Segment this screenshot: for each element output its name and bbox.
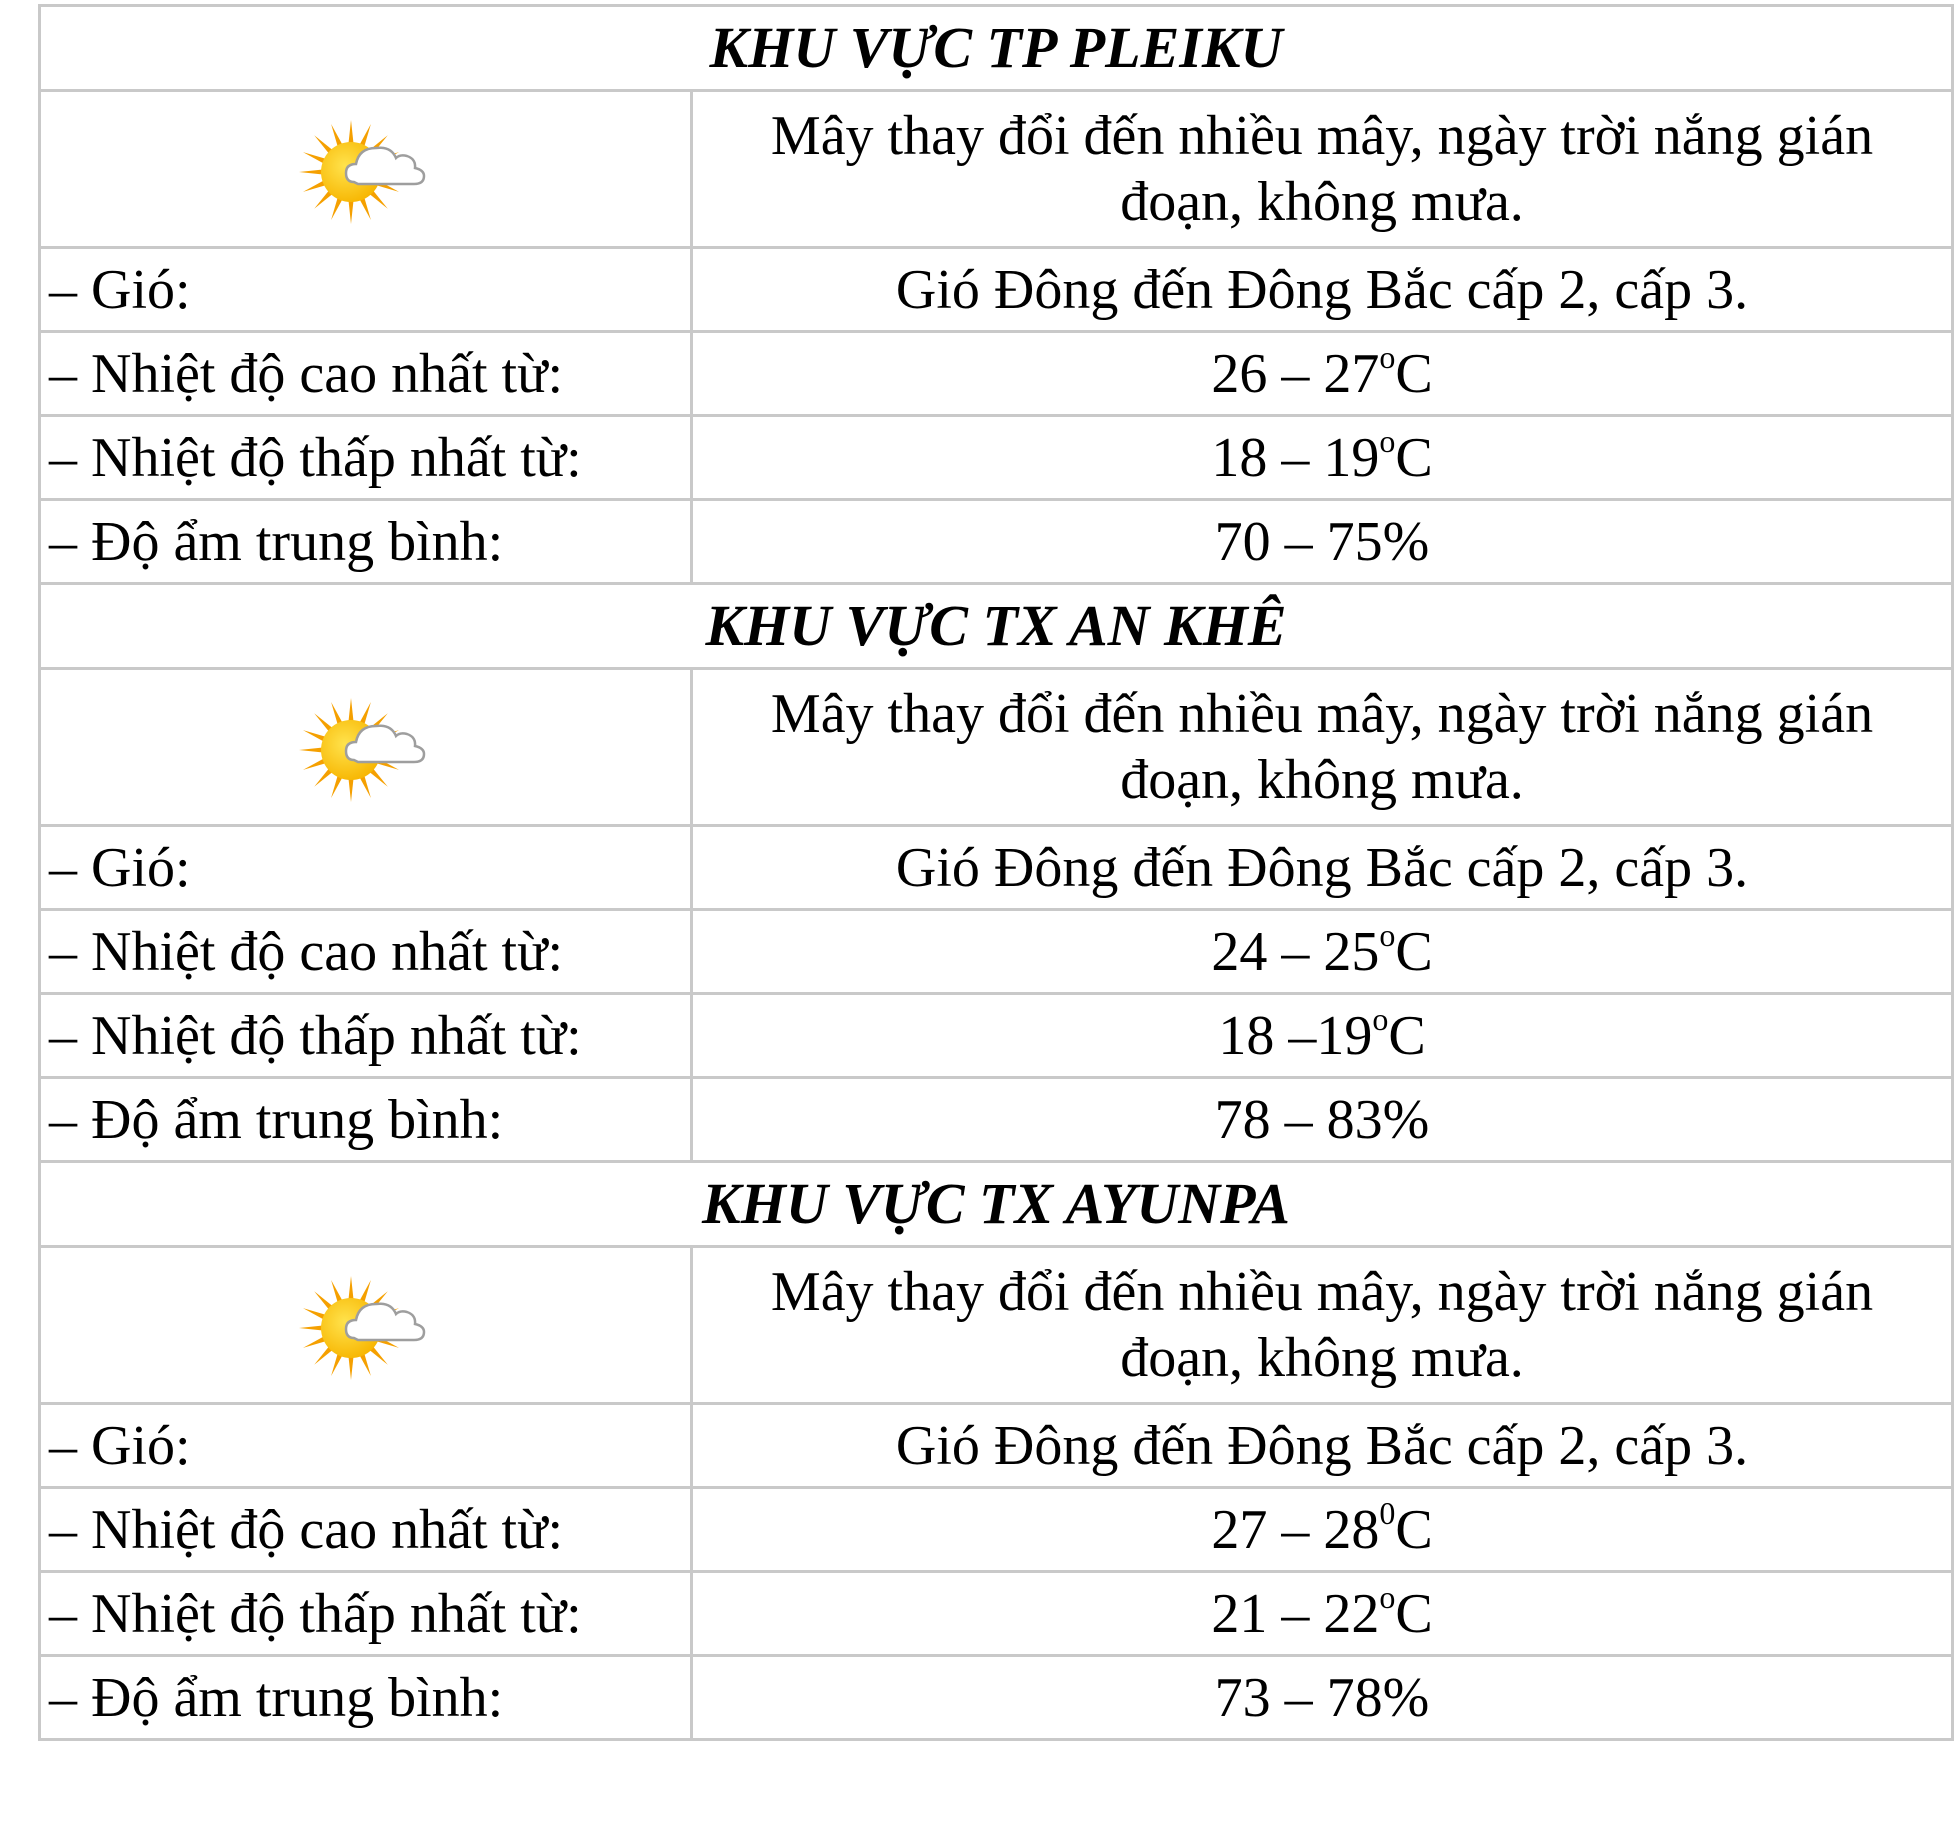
- weather-forecast-table: [38, 4, 1954, 1741]
- region-title: KHU VỰC TX AN KHÊ: [40, 584, 1953, 669]
- degree-sign: o: [1372, 1000, 1389, 1037]
- temp-max-value: [692, 1488, 1953, 1572]
- temp-unit: C: [1395, 342, 1433, 405]
- temp-min-range: 18 – 19: [1211, 426, 1380, 489]
- temp-unit: C: [1395, 1498, 1433, 1561]
- humidity-value: 70 – 75%: [692, 500, 1953, 584]
- weather-description: Mây thay đổi đến nhiều mây, ngày trời nắng gián đoạn, không mưa.: [692, 1247, 1953, 1404]
- temp-max-row: [40, 1488, 1953, 1572]
- wind-row: [40, 1404, 1953, 1488]
- degree-sign: 0: [1379, 1494, 1396, 1531]
- temp-min-value: [692, 1572, 1953, 1656]
- wind-label: – Gió:: [40, 826, 692, 910]
- humidity-row: [40, 1656, 1953, 1740]
- temp-min-label: – Nhiệt độ thấp nhất từ:: [40, 416, 692, 500]
- temp-unit: C: [1395, 426, 1433, 489]
- weather-description: Mây thay đổi đến nhiều mây, ngày trời nắng gián đoạn, không mưa.: [692, 91, 1953, 248]
- icon-cell: [40, 1247, 692, 1404]
- region-title: KHU VỰC TP PLEIKU: [40, 6, 1953, 91]
- temp-max-range: 27 – 28: [1211, 1498, 1380, 1561]
- temp-min-range: 18 –19: [1218, 1004, 1373, 1067]
- partly-cloudy-sun-icon: [296, 110, 436, 228]
- temp-max-value: [692, 910, 1953, 994]
- degree-sign: o: [1379, 1578, 1396, 1615]
- wind-value: Gió Đông đến Đông Bắc cấp 2, cấp 3.: [692, 1404, 1953, 1488]
- partly-cloudy-sun-icon: [296, 1266, 436, 1384]
- icon-cell: [40, 91, 692, 248]
- wind-label: – Gió:: [40, 248, 692, 332]
- degree-sign: o: [1379, 916, 1396, 953]
- humidity-label: – Độ ẩm trung bình:: [40, 1078, 692, 1162]
- wind-row: [40, 826, 1953, 910]
- region-title: KHU VỰC TX AYUNPA: [40, 1162, 1953, 1247]
- temp-max-value: [692, 332, 1953, 416]
- temp-max-range: 26 – 27: [1211, 342, 1380, 405]
- temp-min-label: – Nhiệt độ thấp nhất từ:: [40, 1572, 692, 1656]
- temp-unit: C: [1395, 920, 1433, 983]
- partly-cloudy-sun-icon: [296, 688, 436, 806]
- temp-min-value: [692, 416, 1953, 500]
- degree-sign: o: [1379, 422, 1396, 459]
- temp-unit: C: [1388, 1004, 1426, 1067]
- wind-value: Gió Đông đến Đông Bắc cấp 2, cấp 3.: [692, 248, 1953, 332]
- region-header-row: [40, 6, 1953, 91]
- wind-label: – Gió:: [40, 1404, 692, 1488]
- temp-min-row: [40, 416, 1953, 500]
- temp-max-label: – Nhiệt độ cao nhất từ:: [40, 332, 692, 416]
- summary-row: [40, 669, 1953, 826]
- temp-min-label: – Nhiệt độ thấp nhất từ:: [40, 994, 692, 1078]
- wind-row: [40, 248, 1953, 332]
- temp-unit: C: [1395, 1582, 1433, 1645]
- humidity-value: 78 – 83%: [692, 1078, 1953, 1162]
- region-header-row: [40, 584, 1953, 669]
- humidity-label: – Độ ẩm trung bình:: [40, 500, 692, 584]
- humidity-value: 73 – 78%: [692, 1656, 1953, 1740]
- temp-max-label: – Nhiệt độ cao nhất từ:: [40, 1488, 692, 1572]
- humidity-row: [40, 500, 1953, 584]
- temp-min-range: 21 – 22: [1211, 1582, 1380, 1645]
- temp-min-row: [40, 994, 1953, 1078]
- degree-sign: o: [1379, 338, 1396, 375]
- temp-min-value: [692, 994, 1953, 1078]
- wind-value: Gió Đông đến Đông Bắc cấp 2, cấp 3.: [692, 826, 1953, 910]
- temp-max-row: [40, 332, 1953, 416]
- humidity-label: – Độ ẩm trung bình:: [40, 1656, 692, 1740]
- temp-min-row: [40, 1572, 1953, 1656]
- summary-row: [40, 1247, 1953, 1404]
- temp-max-range: 24 – 25: [1211, 920, 1380, 983]
- summary-row: [40, 91, 1953, 248]
- temp-max-row: [40, 910, 1953, 994]
- icon-cell: [40, 669, 692, 826]
- temp-max-label: – Nhiệt độ cao nhất từ:: [40, 910, 692, 994]
- region-header-row: [40, 1162, 1953, 1247]
- weather-description: Mây thay đổi đến nhiều mây, ngày trời nắng gián đoạn, không mưa.: [692, 669, 1953, 826]
- humidity-row: [40, 1078, 1953, 1162]
